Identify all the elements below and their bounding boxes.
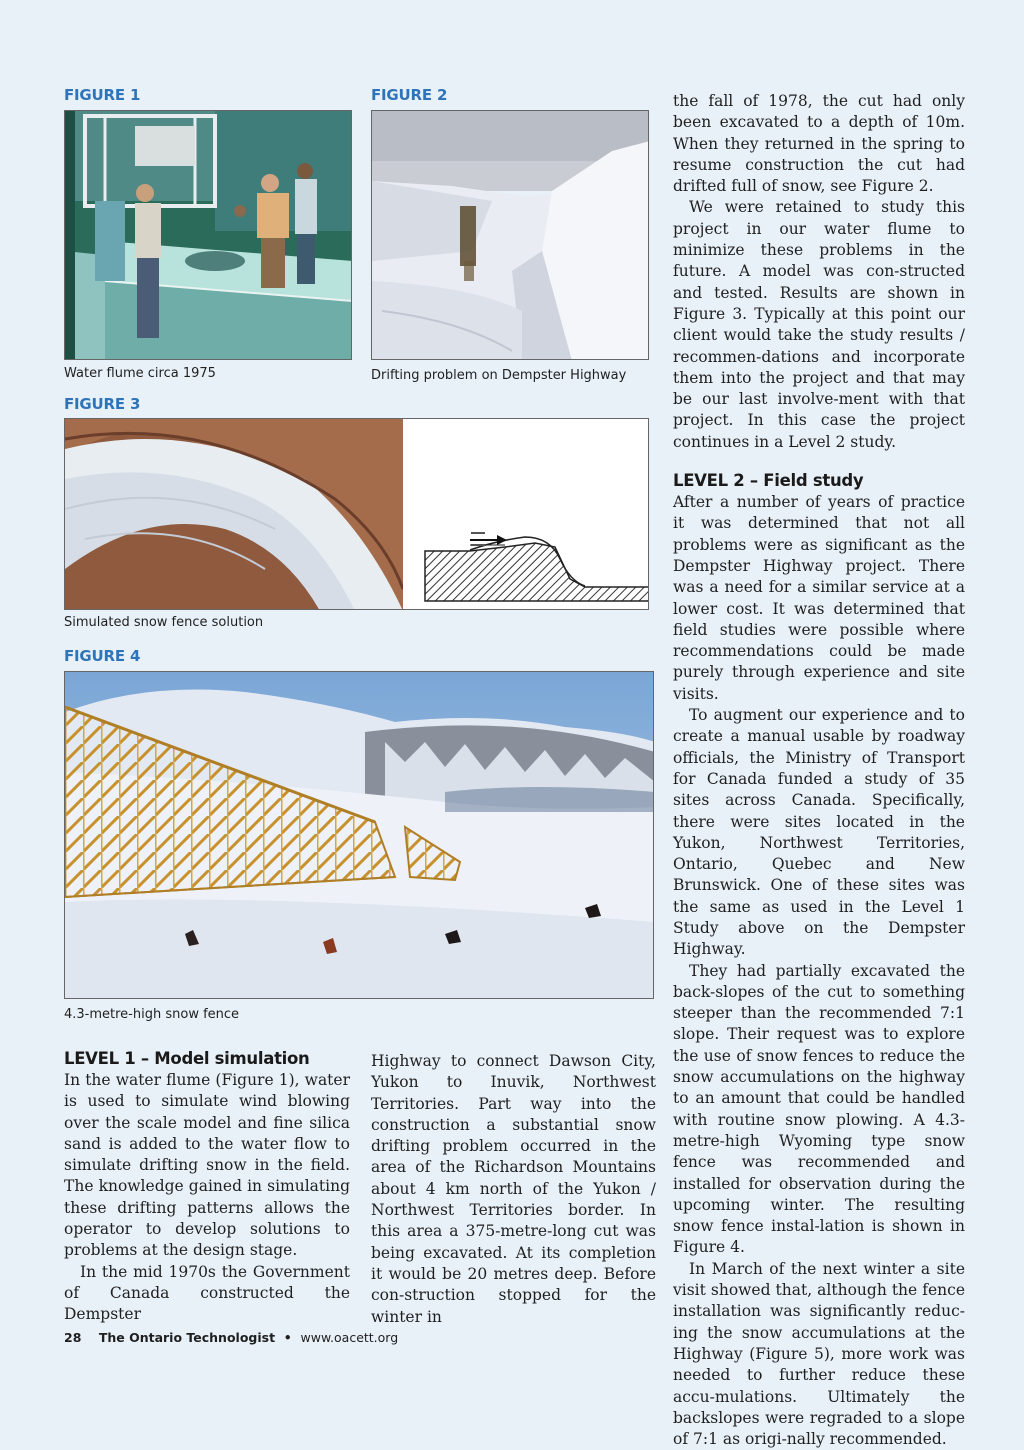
level-2-paragraph-4: In March of the next winter a site visit showed that, although the fence installation was significantly reduc-ing the snow accumulations at the Highway (Figure 5), more work was needed to further reduce these accu-mulations. Ultimately the backslopes were regraded to a slope of 7:1 as origi-nally recommended.: [673, 1259, 965, 1449]
level-2-paragraph-1: After a number of years of practice it was determined that not all problems were as significant as the Dempster Highway project. There was a need for a similar service at a lower cost. It was determined that field studies were possible where recommendations could be made purely through experience and site visits.: [673, 493, 965, 703]
level-2-heading: LEVEL 2 – Field study: [673, 471, 864, 491]
figure-2-label: FIGURE 2: [371, 86, 448, 104]
right-paragraph-1: the fall of 1978, the cut had only been excavated to a depth of 10m. When they returned in the spring to resume construction the cut had drifted full of snow, see Figure 2.: [673, 92, 965, 196]
publication-title: The Ontario Technologist: [98, 1330, 276, 1345]
middle-paragraph-1: Highway to connect Dawson City, Yukon to Inuvik, Northwest Territories. Part way into the construction a substantial snow drifting problem occurred in the area of the Richardson Mountains about 4 km north of the Yukon / Northwest Territories border. In this area a 375-metre-long cut was being excavated. At its completion it would be 20 metres deep. Before con-struction stopped for the winter in: [371, 1052, 656, 1326]
figure-3-caption: Simulated snow fence solution: [64, 615, 264, 630]
figure-1-label: FIGURE 1: [64, 86, 141, 104]
level-1-paragraph-1: In the water flume (Figure 1), water is used to simulate wind blowing over the scale model and fine silica sand is added to the water flow to simulate drifting snow in the field. The knowledge gained in simulating these drifting patterns allows the operator to develop solutions to problems at the design stage.: [64, 1071, 350, 1260]
level-1-paragraph-2: In the mid 1970s the Government of Canada constructed the Dempster: [64, 1262, 350, 1324]
website-link[interactable]: www.oacett.org: [300, 1330, 399, 1345]
level-2-paragraph-3: They had partially excavated the back-slopes of the cut to something steeper than the recommended 7:1 slope. Their request was to explore the use of snow fences to reduce the snow accumulations on the highway to an amount that could be handled with routine snow plowing. A 4.3-metre-high Wyoming type snow fence was recommended and installed for observation during the upcoming winter. The resulting snow fence instal-lation is shown in Figure 4.: [673, 961, 965, 1257]
figure-2-photo-drifting-problem: [371, 110, 649, 360]
right-paragraph-2: We were retained to study this project in our water flume to minimize these problems in the future. A model was con-structed and tested. Results are shown in Figure 3. Typically at this point our client would take the study results / recommen-dations and incorporate them into the project and that may be our last involve-ment with that project. In this case the project continues in a Level 2 study.: [673, 198, 965, 451]
level-1-section: [64, 1049, 350, 1326]
figure-1-photo-water-flume: [64, 110, 352, 360]
figure-2-caption: Drifting problem on Dempster Highway: [371, 368, 627, 383]
right-column: [673, 91, 965, 1450]
page-number: 28: [64, 1330, 82, 1345]
figure-3-model-and-diagram: [64, 418, 649, 610]
figure-1-caption: Water flume circa 1975: [64, 366, 216, 381]
level-1-heading: LEVEL 1 – Model simulation: [64, 1049, 310, 1068]
figure-3-label: FIGURE 3: [64, 395, 141, 413]
level-2-paragraph-2: To augment our experience and to create a manual usable by roadway officials, the Ministry of Transport for Canada funded a study of 35 sites across Canada. Specifically, there were sites located in the Yukon, Northwest Territories, Ontario, Quebec and New Brunswick. One of these sites was the same as used in the Level 1 Study above on the Dempster Highway.: [673, 706, 965, 959]
figure-4-photo-snow-fence: [64, 671, 654, 999]
middle-column-text: [371, 1051, 656, 1328]
figure-4-caption: 4.3-metre-high snow fence: [64, 1007, 240, 1022]
page-footer: [64, 1330, 398, 1345]
footer-separator: •: [283, 1330, 292, 1345]
figure-4-label: FIGURE 4: [64, 647, 141, 665]
